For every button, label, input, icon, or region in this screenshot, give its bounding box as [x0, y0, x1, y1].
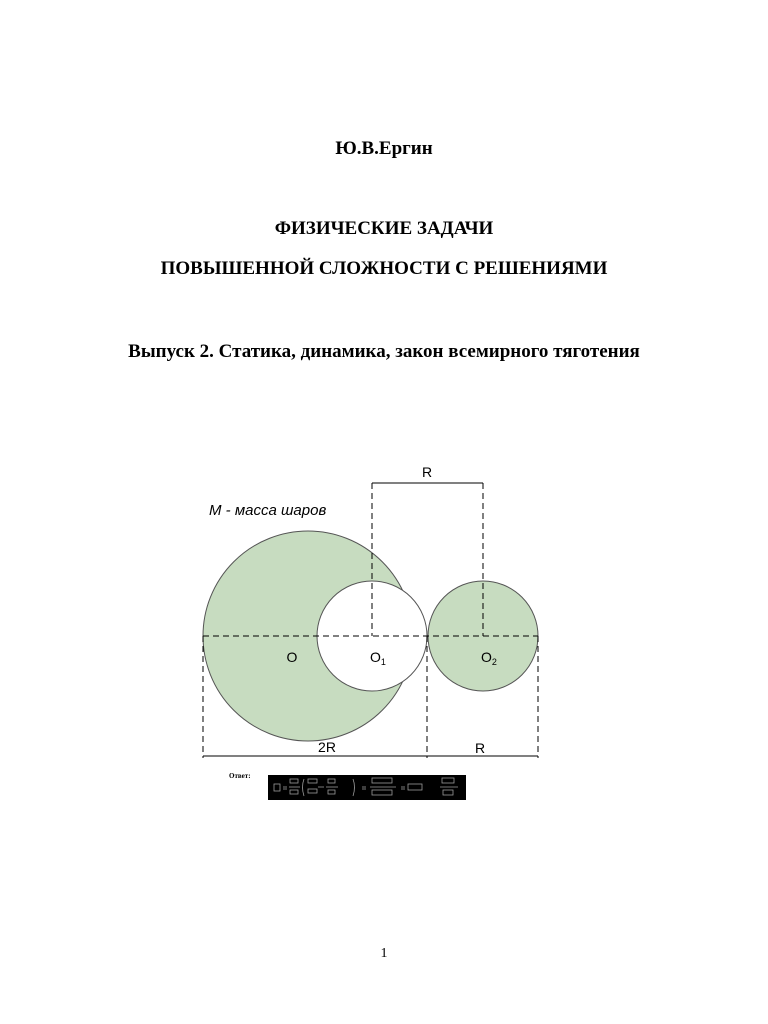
page-number: 1: [380, 946, 388, 961]
title-line-2: ПОВЫШЕННОЙ СЛОЖНОСТИ С РЕШЕНИЯМИ: [160, 258, 608, 279]
label-2r: 2R: [318, 739, 336, 755]
label-center-o: O: [286, 649, 298, 665]
label-o1-letter: O: [370, 649, 381, 665]
label-o2-letter: O: [481, 649, 492, 665]
author-name: Ю.В.Ергин: [335, 138, 433, 159]
spheres-diagram: [190, 455, 560, 775]
label-r-bottom: R: [474, 740, 486, 756]
issue-subtitle: Выпуск 2. Статика, динамика, закон всемирного тяготения: [128, 341, 640, 362]
answer-formula-image: [268, 775, 466, 800]
figure-caption: M - масса шаров: [209, 502, 327, 519]
title-line-1: ФИЗИЧЕСКИЕ ЗАДАЧИ: [274, 218, 494, 239]
label-o2-subscript: 2: [491, 657, 497, 667]
answer-label: Ответ:: [229, 772, 251, 780]
label-o1-subscript: 1: [380, 657, 386, 667]
label-r-top: R: [421, 464, 433, 480]
